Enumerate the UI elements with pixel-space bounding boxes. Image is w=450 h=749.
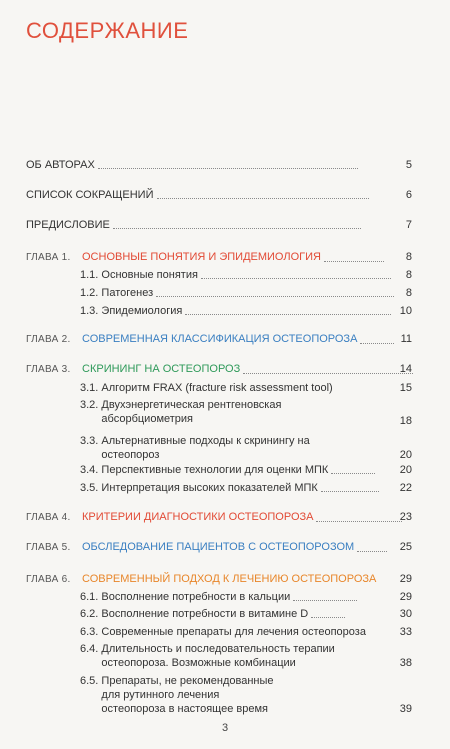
toc-section-6-5[interactable]	[80, 674, 412, 716]
page-title: СОДЕРЖАНИЕ	[26, 18, 189, 43]
toc-section-6-2[interactable]	[80, 607, 412, 621]
toc-section-6-3[interactable]	[80, 625, 412, 639]
page-number: 23	[399, 511, 412, 523]
chapter-title: СОВРЕМЕННЫЙ ПОДХОД К ЛЕЧЕНИЮ ОСТЕОПОРОЗА	[82, 573, 377, 585]
chapter-label: ГЛАВА 6.	[26, 574, 71, 585]
toc-section-1-1[interactable]	[80, 268, 412, 282]
section-number: 3.5.	[80, 482, 99, 494]
page-number: 10	[399, 305, 412, 317]
chapter-title: СКРИНИНГ НА ОСТЕОПОРОЗ	[82, 363, 241, 375]
chapter-title: ОБСЛЕДОВАНИЕ ПАЦИЕНТОВ С ОСТЕОПОРОЗОМ	[82, 541, 355, 553]
toc-chapter-5[interactable]	[26, 540, 412, 555]
section-number: 1.3.	[80, 305, 99, 317]
toc-entry-label: СПИСОК СОКРАЩЕНИЙ	[26, 189, 154, 201]
section-title: Алгоритм FRAX (fracture risk assessment tool)	[101, 382, 333, 394]
toc-entry-preface[interactable]	[26, 218, 412, 232]
section-title: Альтернативные подходы к скринингу на остеопороз	[101, 435, 310, 461]
chapter-title: СОВРЕМЕННАЯ КЛАССИФИКАЦИЯ ОСТЕОПОРОЗА	[82, 333, 358, 345]
toc-entry-about-authors[interactable]	[26, 158, 412, 172]
section-title: Интерпретация высоких показателей МПК	[101, 482, 318, 494]
page-number: 30	[399, 608, 412, 620]
section-number: 3.3.	[80, 435, 99, 447]
toc-section-3-1[interactable]	[80, 381, 412, 395]
page-number: 8	[405, 269, 412, 281]
page-number: 8	[405, 251, 412, 263]
page-number: 33	[399, 626, 412, 638]
page-number: 18	[399, 415, 412, 427]
dot-leader	[316, 521, 402, 522]
page-number: 15	[399, 382, 412, 394]
dot-leader	[324, 261, 384, 262]
section-number: 3.4.	[80, 464, 99, 476]
dot-leader	[293, 600, 357, 601]
chapter-label: ГЛАВА 2.	[26, 334, 71, 345]
section-title: Современные препараты для лечения остеопороза	[101, 626, 366, 638]
toc-entry-abbreviations[interactable]	[26, 188, 412, 202]
page-footer-number: 3	[221, 722, 229, 734]
chapter-title: КРИТЕРИИ ДИАГНОСТИКИ ОСТЕОПОРОЗА	[82, 511, 314, 523]
toc-chapter-6[interactable]	[26, 572, 412, 587]
section-title: Восполнение потребности в кальции	[101, 591, 291, 603]
page-number: 5	[405, 159, 412, 171]
chapter-label: ГЛАВА 4.	[26, 512, 71, 523]
toc-section-1-3[interactable]	[80, 304, 412, 318]
page-number: 14	[399, 363, 412, 375]
section-number: 6.1.	[80, 591, 99, 603]
page-number: 6	[405, 189, 412, 201]
dot-leader	[98, 168, 358, 169]
chapter-label: ГЛАВА 3.	[26, 364, 71, 375]
section-number: 6.5.	[80, 675, 99, 687]
dot-leader	[185, 314, 391, 315]
page-number: 29	[399, 573, 412, 585]
section-title: Препараты, не рекомендованные для рутинного лечения остеопороза в настоящее время	[101, 675, 274, 715]
section-number: 6.4.	[80, 643, 99, 655]
section-number: 3.1.	[80, 382, 99, 394]
toc-section-1-2[interactable]	[80, 286, 412, 300]
page-number: 38	[399, 657, 412, 669]
toc-section-3-3[interactable]	[80, 434, 412, 462]
toc-section-3-4[interactable]	[80, 463, 412, 477]
toc-chapter-1[interactable]	[26, 250, 412, 265]
section-number: 1.2.	[80, 287, 99, 299]
toc-entry-label: ПРЕДИСЛОВИЕ	[26, 219, 110, 231]
toc-section-3-2[interactable]	[80, 398, 380, 426]
section-title: Эпидемиология	[101, 305, 183, 317]
toc-chapter-4[interactable]	[26, 510, 412, 525]
page-number: 39	[399, 703, 412, 715]
page-number: 29	[399, 591, 412, 603]
toc-chapter-3[interactable]	[26, 362, 412, 377]
section-title: Основные понятия	[101, 269, 198, 281]
dot-leader	[157, 198, 369, 199]
chapter-label: ГЛАВА 5.	[26, 542, 71, 553]
chapter-title: ОСНОВНЫЕ ПОНЯТИЯ И ЭПИДЕМИОЛОГИЯ	[82, 251, 321, 263]
dot-leader	[331, 473, 375, 474]
dot-leader	[360, 343, 394, 344]
page-number: 20	[399, 449, 412, 461]
page-number: 22	[399, 482, 412, 494]
dot-leader	[243, 373, 413, 374]
section-number: 6.2.	[80, 608, 99, 620]
dot-leader	[357, 551, 387, 552]
page-number: 8	[405, 287, 412, 299]
page-number: 7	[405, 219, 412, 231]
page-number: 25	[399, 541, 412, 553]
chapter-label: ГЛАВА 1.	[26, 252, 71, 263]
toc-section-6-4[interactable]	[80, 642, 412, 670]
section-number: 1.1.	[80, 269, 99, 281]
dot-leader	[156, 296, 394, 297]
dot-leader	[113, 228, 361, 229]
section-title: Патогенез	[101, 287, 154, 299]
section-title: Восполнение потребности в витамине D	[101, 608, 309, 620]
toc-section-3-5[interactable]	[80, 481, 412, 495]
section-number: 3.2.	[80, 399, 99, 411]
toc-chapter-2[interactable]	[26, 332, 412, 347]
dot-leader	[311, 617, 345, 618]
page-number: 20	[399, 464, 412, 476]
page-number: 11	[400, 333, 412, 345]
toc-entry-label: ОБ АВТОРАХ	[26, 159, 95, 171]
toc-section-6-1[interactable]	[80, 590, 412, 604]
section-number: 6.3.	[80, 626, 99, 638]
dot-leader	[321, 491, 379, 492]
dot-leader	[201, 278, 391, 279]
section-title: Длительность и последовательность терапии остеопороза. Возможные комбинации	[101, 643, 335, 669]
section-title: Двухэнергетическая рентгеновская абсорбциометрия	[101, 399, 282, 425]
section-title: Перспективные технологии для оценки МПК	[101, 464, 329, 476]
